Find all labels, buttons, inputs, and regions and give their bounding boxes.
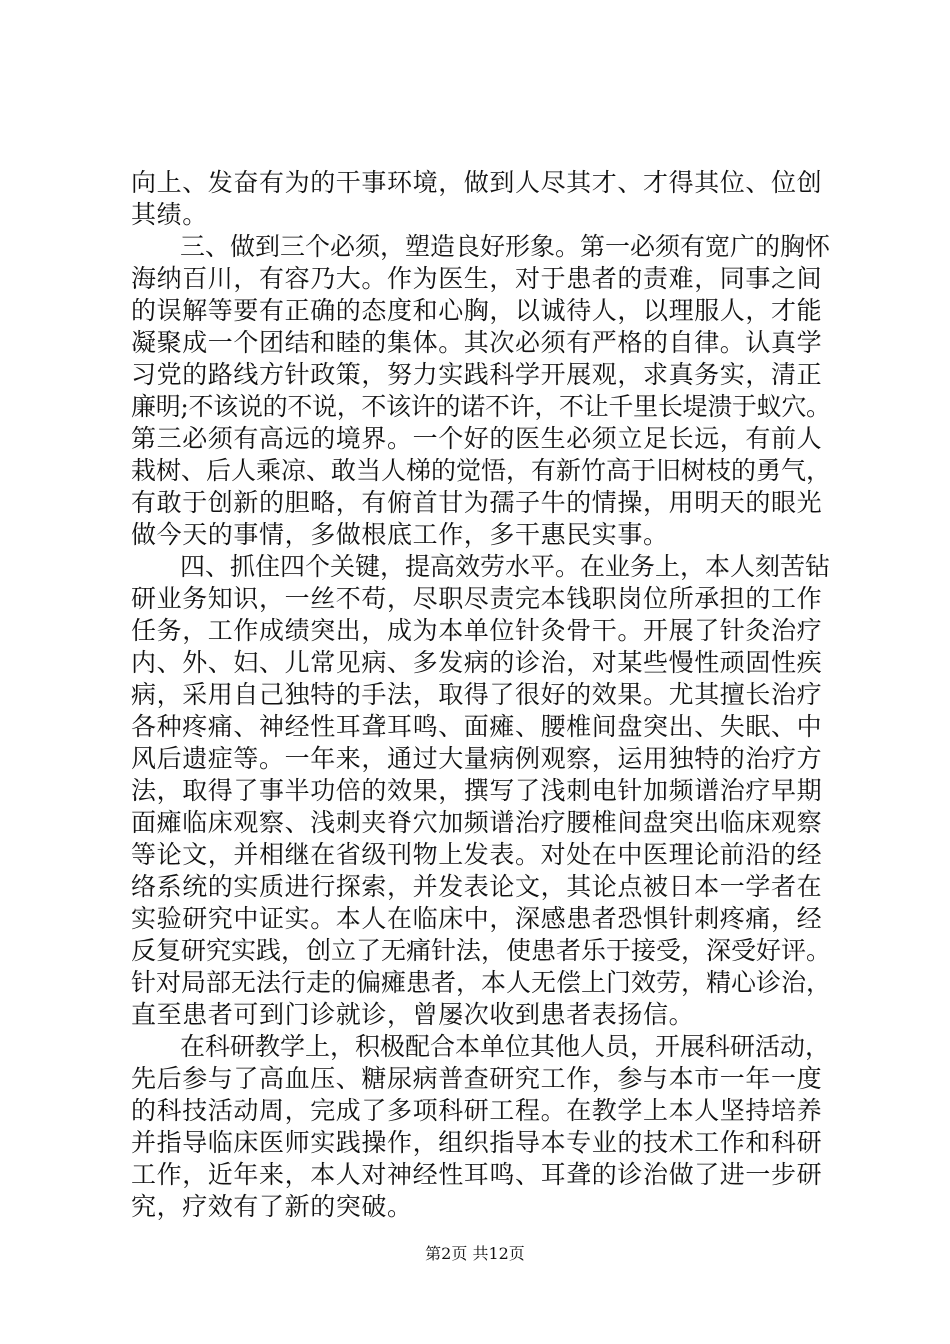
text-line: 各种疼痛、神经性耳聋耳鸣、面瘫、腰椎间盘突出、失眠、中 [131,712,823,741]
text-line: 法，取得了事半功倍的效果，撰写了浅刺电针加频谱治疗早期 [131,776,823,805]
text-line: 廉明;不该说的不说，不该许的诺不许，不让千里长堤溃于蚁穴。 [131,392,831,421]
text-line: 习党的路线方针政策，努力实践科学开展观，求真务实，清正 [131,360,823,389]
text-line: 栽树、后人乘凉、敢当人梯的觉悟，有新竹高于旧树枝的勇气， [131,456,832,485]
text-line: 的科技活动周，完成了多项科研工程。在教学上本人坚持培养 [131,1096,823,1125]
text-line: 先后参与了高血压、糖尿病普查研究工作，参与本市一年一度 [131,1064,823,1093]
text-line: 实验研究中证实。本人在临床中，深感患者恐惧针刺疼痛，经 [131,904,823,933]
text-line: 做今天的事情，多做根底工作，多干惠民实事。 [131,520,669,549]
text-line: 病，采用自己独特的手法，取得了很好的效果。尤其擅长治疗 [131,680,823,709]
text-line: 有敢于创新的胆略，有俯首甘为孺子牛的情操，用明天的眼光 [131,488,823,517]
text-line: 四、抓住四个关键，提高效劳水平。在业务上，本人刻苦钻 [180,552,831,581]
text-line: 反复研究实践，创立了无痛针法，使患者乐于接受，深受好评。 [131,936,832,965]
text-line: 其绩。 [131,200,208,229]
text-line: 直至患者可到门诊就诊，曾屡次收到患者表扬信。 [131,1000,695,1029]
text-line: 凝聚成一个团结和睦的集体。其次必须有严格的自律。认真学 [131,328,823,357]
body-text [131,167,831,1223]
text-line: 究，疗效有了新的突破。 [131,1192,413,1221]
text-line: 三、做到三个必须，塑造良好形象。第一必须有宽广的胸怀 [180,232,831,261]
text-line: 第三必须有高远的境界。一个好的医生必须立足长远，有前人 [131,424,823,453]
text-line: 任务，工作成绩突出，成为本单位针灸骨干。开展了针灸治疗 [131,616,823,645]
text-line: 并指导临床医师实践操作，组织指导本专业的技术工作和科研 [131,1128,823,1157]
page-footer: 第2页 共12页 [425,1244,525,1263]
text-line: 等论文，并相继在省级刊物上发表。对处在中医理论前沿的经 [131,840,823,869]
text-line: 向上、发奋有为的干事环境，做到人尽其才、才得其位、位创 [131,168,823,197]
text-line: 络系统的实质进行探索，并发表论文，其论点被日本一学者在 [131,872,823,901]
text-line: 在科研教学上，积极配合本单位其他人员，开展科研活动， [180,1032,831,1061]
text-line: 的误解等要有正确的态度和心胸，以诚待人，以理服人，才能 [131,296,823,325]
text-line: 针对局部无法行走的偏瘫患者，本人无偿上门效劳，精心诊治， [131,968,832,997]
text-line: 风后遗症等。一年来，通过大量病例观察，运用独特的治疗方 [131,744,823,773]
text-line: 工作，近年来，本人对神经性耳鸣、耳聋的诊治做了进一步研 [131,1160,823,1189]
text-line: 面瘫临床观察、浅刺夹脊穴加频谱治疗腰椎间盘突出临床观察 [131,808,823,837]
text-line: 内、外、妇、儿常见病、多发病的诊治，对某些慢性顽固性疾 [131,648,823,677]
text-line: 研业务知识，一丝不苟，尽职尽责完本钱职岗位所承担的工作 [131,584,823,613]
text-line: 海纳百川，有容乃大。作为医生，对于患者的责难，同事之间 [131,264,823,293]
